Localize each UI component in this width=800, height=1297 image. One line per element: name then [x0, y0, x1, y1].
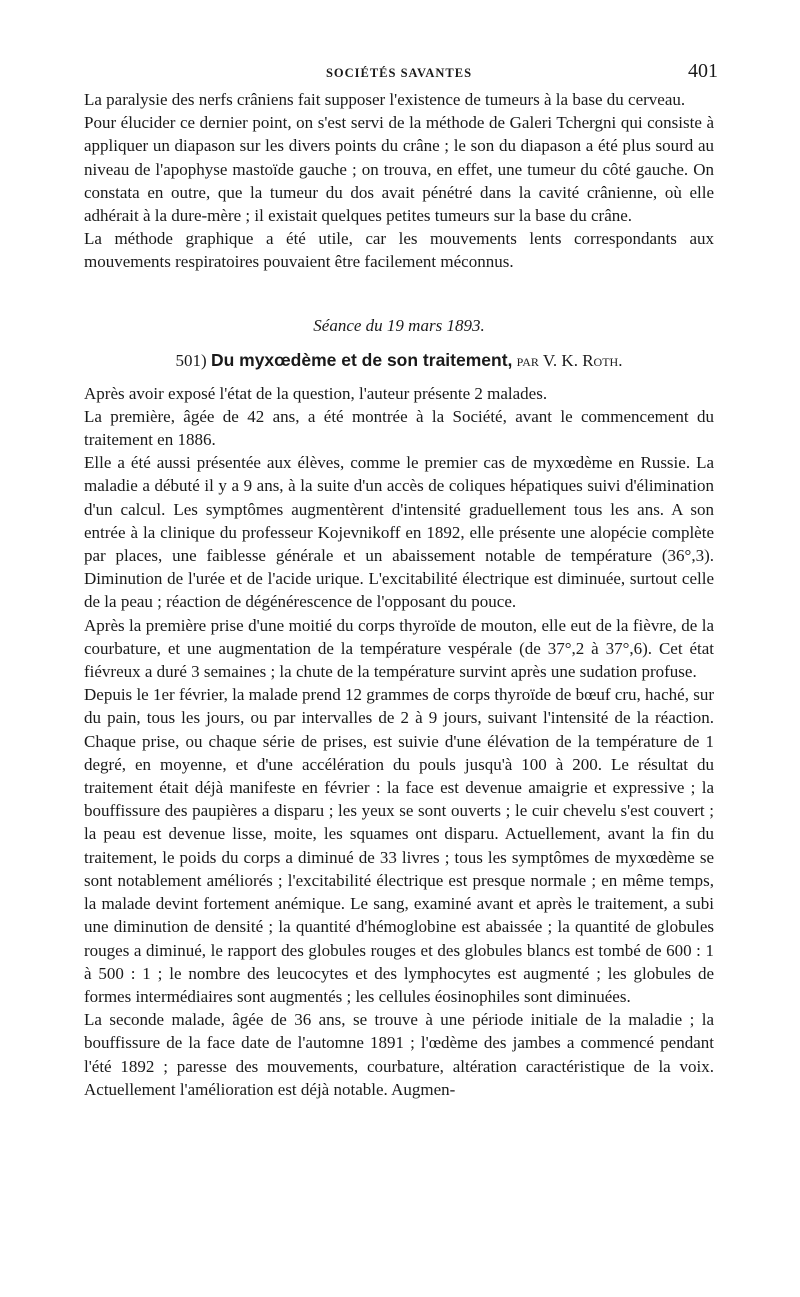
paragraph: La seconde malade, âgée de 36 ans, se trouve à une période initiale de la maladie ; la bouffissure de la face date de l'automne 1891 ; l'œdème des jambes a commencé pendant l'été 1892 ; paresse des mouvements, courbature, altération caractéristique de la voix. Actuellement l'amélioration est déjà notable. Augmen- [84, 1010, 714, 1099]
paragraph: La méthode graphique a été utile, car les mouvements lents correspondants aux mouvements respiratoires pouvaient être facilement méconnus. [84, 229, 714, 272]
paragraph: Pour élucider ce dernier point, on s'est servi de la méthode de Galeri Tchergni qui consiste à appliquer un diapason sur les divers points du crâne ; le son du diapason a été plus sourd au niveau de l'apophyse mastoïde gauche ; on trouva, en effet, une tumeur du côté gauche. On constata en outre, que la tumeur du dos avait pénétré dans la cavité crânienne, où elle adhérait à la dure-mère ; il existait quelques petites tumeurs sur la base du crâne. [84, 113, 714, 226]
intro-section [84, 88, 714, 274]
paragraph: Après avoir exposé l'état de la question, l'auteur présente 2 malades. [84, 383, 548, 403]
article-heading [84, 349, 714, 372]
paragraph: Depuis le 1er février, la malade prend 12 grammes de corps thyroïde de bœuf cru, haché, sur du pain, tous les jours, ou par intervalles de 2 à 9 jours, suivant l'intensité de la réaction. Chaque prise, ou chaque série de prises, est suivie d'une élévation de la température de 1 degré, en moyenne, et d'une accélération du pouls jusqu'à 100 à 200. Le résultat du traitement était déjà manifeste en février : la face est devenue amaigrie et expressive ; la bouffissure des paupières a disparu ; les yeux se sont ouverts ; le cuir chevelu s'est couvert ; la peau est devenue lisse, moite, les squames ont disparu. Actuellement, avant la fin du traitement, le poids du corps a diminué de 33 livres ; tous les symptômes de myxœdème se sont notablement améliorés ; l'excitabilité électrique est presque normale ; en même temps, la malade devint fortement anémique. Le sang, examiné avant et après le traitement, a subi une diminution de densité ; la quantité d'hémoglobine est abaissée ; la quantité de globules rouges a diminué, le rapport des globules rouges et des globules blancs est tombé de 600 : 1 à 500 : 1 ; le nombre des leucocytes et des lymphocytes est augmenté ; les globules de formes intermédiaires sont augmentés ; les cellules éosinophiles sont diminuées. [84, 685, 714, 1006]
article-body [84, 382, 714, 1101]
running-header [84, 60, 718, 88]
session-heading: Séance du 19 mars 1893. [313, 315, 485, 335]
paragraph: Après la première prise d'une moitié du corps thyroïde de mouton, elle eut de la fièvre, de la courbature, et une augmentation de la température vespérale (de 37°,2 à 37°,6). Cet état fiévreux a duré 3 semaines ; la chute de la température survint après une sudation profuse. [84, 615, 714, 682]
paragraph: La paralysie des nerfs crâniens fait supposer l'existence de tumeurs à la base du cerveau. [84, 90, 686, 109]
article-byline: par V. K. Roth. [516, 350, 623, 370]
paragraph: Elle a été aussi présentée aux élèves, comme le premier cas de myxœdème en Russie. La maladie a débuté il y a 9 ans, à la suite d'un accès de coliques hépatiques suivi d'élimination d'un calcul. Les symptômes augmentèrent d'intensité graduellement tous les ans. A son entrée à la clinique du professeur Kojevnikoff en 1892, elle présente une alopécie complète par places, une faiblesse générale et un abaissement notable de température (36°,3). Diminution de l'urée et de l'acide urique. L'excitabilité électrique est diminuée, surtout celle de la peau ; réaction de dégénérescence de l'opposant du pouce. [84, 453, 714, 612]
paragraph: La première, âgée de 42 ans, a été montrée à la Société, avant le commencement du traitement en 1886. [84, 406, 714, 450]
running-title: SOCIÉTÉS SAVANTES [325, 66, 473, 80]
page-number: 401 [688, 60, 718, 82]
article-title: Du myxœdème et de son traitement, [210, 349, 513, 370]
article-number: 501) [175, 350, 207, 370]
